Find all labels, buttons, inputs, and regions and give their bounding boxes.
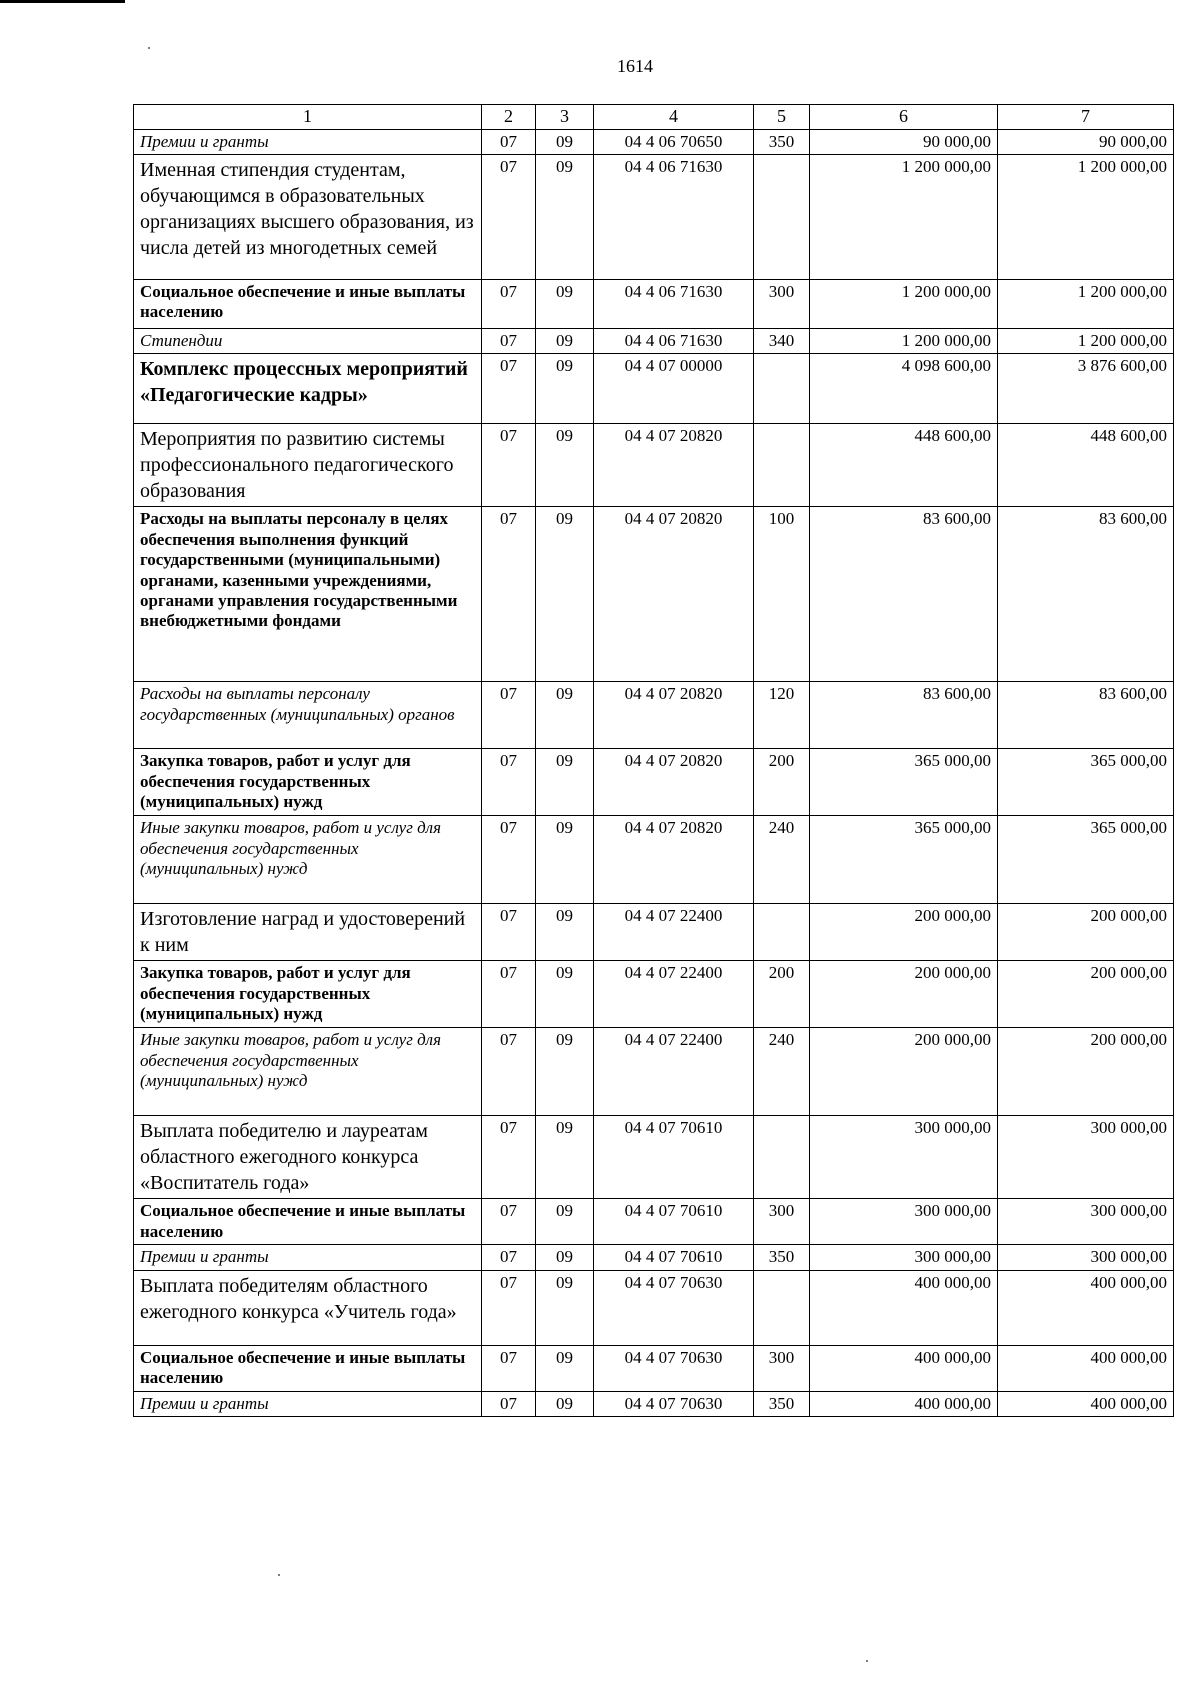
table-row — [134, 424, 1174, 507]
expense-type-code: 350 — [754, 1245, 810, 1270]
table-row — [134, 1028, 1174, 1116]
expense-type-code — [754, 1116, 810, 1199]
amount-year-1: 90 000,00 — [810, 129, 998, 154]
row-name: Социальное обеспечение и иные выплаты населению — [134, 1345, 482, 1391]
header-cell-1: 1 — [134, 105, 482, 130]
amount-year-1: 1 200 000,00 — [810, 279, 998, 328]
row-name: Расходы на выплаты персоналу государственных (муниципальных) органов — [134, 682, 482, 749]
expense-type-code: 340 — [754, 328, 810, 353]
table-row — [134, 507, 1174, 682]
amount-year-2: 365 000,00 — [998, 749, 1174, 816]
subsection-code: 09 — [536, 1116, 594, 1199]
expense-type-code — [754, 424, 810, 507]
table-row — [134, 154, 1174, 279]
subsection-code: 09 — [536, 1245, 594, 1270]
section-code: 07 — [482, 1391, 536, 1416]
amount-year-1: 1 200 000,00 — [810, 328, 998, 353]
row-name: Стипендии — [134, 328, 482, 353]
amount-year-2: 448 600,00 — [998, 424, 1174, 507]
section-code: 07 — [482, 279, 536, 328]
row-name: Изготовление наград и удостоверений к ним — [134, 904, 482, 961]
target-article-code: 04 4 07 70610 — [594, 1116, 754, 1199]
row-name: Расходы на выплаты персоналу в целях обеспечения выполнения функций государственными (муниципальными) органами, казенными учреждениями, органами управления государственными внебюджетными фондами — [134, 507, 482, 682]
section-code: 07 — [482, 904, 536, 961]
budget-table — [133, 104, 1174, 1417]
section-code: 07 — [482, 1199, 536, 1245]
target-article-code: 04 4 07 22400 — [594, 1028, 754, 1116]
row-name: Иные закупки товаров, работ и услуг для обеспечения государственных (муниципальных) нужд — [134, 1028, 482, 1116]
scan-speck — [148, 47, 150, 49]
page-number: 1614 — [617, 56, 653, 76]
amount-year-2: 200 000,00 — [998, 904, 1174, 961]
header-cell-3: 3 — [536, 105, 594, 130]
subsection-code: 09 — [536, 682, 594, 749]
table-row — [134, 904, 1174, 961]
expense-type-code: 120 — [754, 682, 810, 749]
target-article-code: 04 4 07 20820 — [594, 507, 754, 682]
scan-speck — [278, 1574, 280, 1576]
row-name: Премии и гранты — [134, 1245, 482, 1270]
table-row — [134, 354, 1174, 424]
subsection-code: 09 — [536, 1199, 594, 1245]
expense-type-code: 300 — [754, 279, 810, 328]
header-cell-5: 5 — [754, 105, 810, 130]
amount-year-2: 1 200 000,00 — [998, 279, 1174, 328]
amount-year-1: 4 098 600,00 — [810, 354, 998, 424]
amount-year-1: 400 000,00 — [810, 1345, 998, 1391]
amount-year-1: 200 000,00 — [810, 961, 998, 1028]
amount-year-2: 200 000,00 — [998, 1028, 1174, 1116]
table-row — [134, 682, 1174, 749]
row-name: Социальное обеспечение и иные выплаты населению — [134, 1199, 482, 1245]
row-name: Закупка товаров, работ и услуг для обеспечения государственных (муниципальных) нужд — [134, 749, 482, 816]
section-code: 07 — [482, 154, 536, 279]
amount-year-1: 300 000,00 — [810, 1245, 998, 1270]
amount-year-2: 300 000,00 — [998, 1199, 1174, 1245]
amount-year-1: 83 600,00 — [810, 507, 998, 682]
table-row — [134, 279, 1174, 328]
section-code: 07 — [482, 507, 536, 682]
amount-year-2: 400 000,00 — [998, 1391, 1174, 1416]
table-row — [134, 328, 1174, 353]
amount-year-2: 1 200 000,00 — [998, 328, 1174, 353]
table-row — [134, 1270, 1174, 1345]
row-name: Закупка товаров, работ и услуг для обеспечения государственных (муниципальных) нужд — [134, 961, 482, 1028]
subsection-code: 09 — [536, 749, 594, 816]
amount-year-2: 365 000,00 — [998, 816, 1174, 904]
amount-year-2: 90 000,00 — [998, 129, 1174, 154]
amount-year-2: 83 600,00 — [998, 507, 1174, 682]
section-code: 07 — [482, 129, 536, 154]
top-edge-rule — [0, 0, 125, 3]
section-code: 07 — [482, 328, 536, 353]
target-article-code: 04 4 06 71630 — [594, 328, 754, 353]
amount-year-2: 300 000,00 — [998, 1245, 1174, 1270]
section-code: 07 — [482, 354, 536, 424]
subsection-code: 09 — [536, 354, 594, 424]
expense-type-code: 300 — [754, 1345, 810, 1391]
table-row — [134, 749, 1174, 816]
table-row — [134, 129, 1174, 154]
amount-year-1: 365 000,00 — [810, 749, 998, 816]
table-row — [134, 961, 1174, 1028]
amount-year-1: 448 600,00 — [810, 424, 998, 507]
amount-year-1: 400 000,00 — [810, 1391, 998, 1416]
target-article-code: 04 4 07 20820 — [594, 682, 754, 749]
section-code: 07 — [482, 1270, 536, 1345]
expense-type-code: 240 — [754, 816, 810, 904]
row-name: Выплата победителю и лауреатам областного ежегодного конкурса «Воспитатель года» — [134, 1116, 482, 1199]
section-code: 07 — [482, 682, 536, 749]
section-code: 07 — [482, 816, 536, 904]
subsection-code: 09 — [536, 507, 594, 682]
row-name: Премии и гранты — [134, 129, 482, 154]
expense-type-code: 350 — [754, 129, 810, 154]
target-article-code: 04 4 07 20820 — [594, 749, 754, 816]
target-article-code: 04 4 07 70630 — [594, 1270, 754, 1345]
amount-year-2: 83 600,00 — [998, 682, 1174, 749]
section-code: 07 — [482, 424, 536, 507]
target-article-code: 04 4 07 20820 — [594, 816, 754, 904]
table-row — [134, 1245, 1174, 1270]
section-code: 07 — [482, 1028, 536, 1116]
amount-year-2: 200 000,00 — [998, 961, 1174, 1028]
section-code: 07 — [482, 1116, 536, 1199]
expense-type-code: 350 — [754, 1391, 810, 1416]
table-header-row — [134, 105, 1174, 130]
target-article-code: 04 4 07 70630 — [594, 1345, 754, 1391]
amount-year-1: 300 000,00 — [810, 1199, 998, 1245]
amount-year-2: 400 000,00 — [998, 1345, 1174, 1391]
expense-type-code: 240 — [754, 1028, 810, 1116]
expense-type-code: 200 — [754, 749, 810, 816]
row-name: Мероприятия по развитию системы профессионального педагогического образования — [134, 424, 482, 507]
subsection-code: 09 — [536, 1270, 594, 1345]
amount-year-1: 83 600,00 — [810, 682, 998, 749]
subsection-code: 09 — [536, 279, 594, 328]
expense-type-code — [754, 904, 810, 961]
subsection-code: 09 — [536, 424, 594, 507]
expense-type-code — [754, 154, 810, 279]
expense-type-code — [754, 1270, 810, 1345]
scan-speck — [866, 1660, 868, 1662]
section-code: 07 — [482, 749, 536, 816]
header-cell-6: 6 — [810, 105, 998, 130]
amount-year-2: 3 876 600,00 — [998, 354, 1174, 424]
row-name: Комплекс процессных мероприятий «Педагогические кадры» — [134, 354, 482, 424]
expense-type-code: 200 — [754, 961, 810, 1028]
table-row — [134, 1391, 1174, 1416]
table-row — [134, 1116, 1174, 1199]
subsection-code: 09 — [536, 816, 594, 904]
expense-type-code: 300 — [754, 1199, 810, 1245]
target-article-code: 04 4 07 70610 — [594, 1245, 754, 1270]
amount-year-2: 400 000,00 — [998, 1270, 1174, 1345]
target-article-code: 04 4 06 71630 — [594, 154, 754, 279]
target-article-code: 04 4 07 22400 — [594, 904, 754, 961]
header-cell-7: 7 — [998, 105, 1174, 130]
subsection-code: 09 — [536, 129, 594, 154]
amount-year-1: 365 000,00 — [810, 816, 998, 904]
amount-year-2: 300 000,00 — [998, 1116, 1174, 1199]
section-code: 07 — [482, 961, 536, 1028]
amount-year-1: 300 000,00 — [810, 1116, 998, 1199]
subsection-code: 09 — [536, 1391, 594, 1416]
amount-year-1: 200 000,00 — [810, 904, 998, 961]
subsection-code: 09 — [536, 1028, 594, 1116]
target-article-code: 04 4 07 70630 — [594, 1391, 754, 1416]
target-article-code: 04 4 07 00000 — [594, 354, 754, 424]
row-name: Иные закупки товаров, работ и услуг для обеспечения государственных (муниципальных) нужд — [134, 816, 482, 904]
subsection-code: 09 — [536, 961, 594, 1028]
subsection-code: 09 — [536, 154, 594, 279]
row-name: Социальное обеспечение и иные выплаты населению — [134, 279, 482, 328]
section-code: 07 — [482, 1245, 536, 1270]
table-row — [134, 816, 1174, 904]
target-article-code: 04 4 07 70610 — [594, 1199, 754, 1245]
row-name: Именная стипендия студентам, обучающимся в образовательных организациях высшего образования, из числа детей из многодетных семей — [134, 154, 482, 279]
expense-type-code: 100 — [754, 507, 810, 682]
target-article-code: 04 4 06 71630 — [594, 279, 754, 328]
subsection-code: 09 — [536, 1345, 594, 1391]
expense-type-code — [754, 354, 810, 424]
amount-year-1: 1 200 000,00 — [810, 154, 998, 279]
amount-year-2: 1 200 000,00 — [998, 154, 1174, 279]
table-row — [134, 1199, 1174, 1245]
target-article-code: 04 4 07 20820 — [594, 424, 754, 507]
row-name: Премии и гранты — [134, 1391, 482, 1416]
header-cell-2: 2 — [482, 105, 536, 130]
target-article-code: 04 4 06 70650 — [594, 129, 754, 154]
row-name: Выплата победителям областного ежегодного конкурса «Учитель года» — [134, 1270, 482, 1345]
section-code: 07 — [482, 1345, 536, 1391]
header-cell-4: 4 — [594, 105, 754, 130]
table-row — [134, 1345, 1174, 1391]
subsection-code: 09 — [536, 904, 594, 961]
amount-year-1: 200 000,00 — [810, 1028, 998, 1116]
subsection-code: 09 — [536, 328, 594, 353]
target-article-code: 04 4 07 22400 — [594, 961, 754, 1028]
amount-year-1: 400 000,00 — [810, 1270, 998, 1345]
